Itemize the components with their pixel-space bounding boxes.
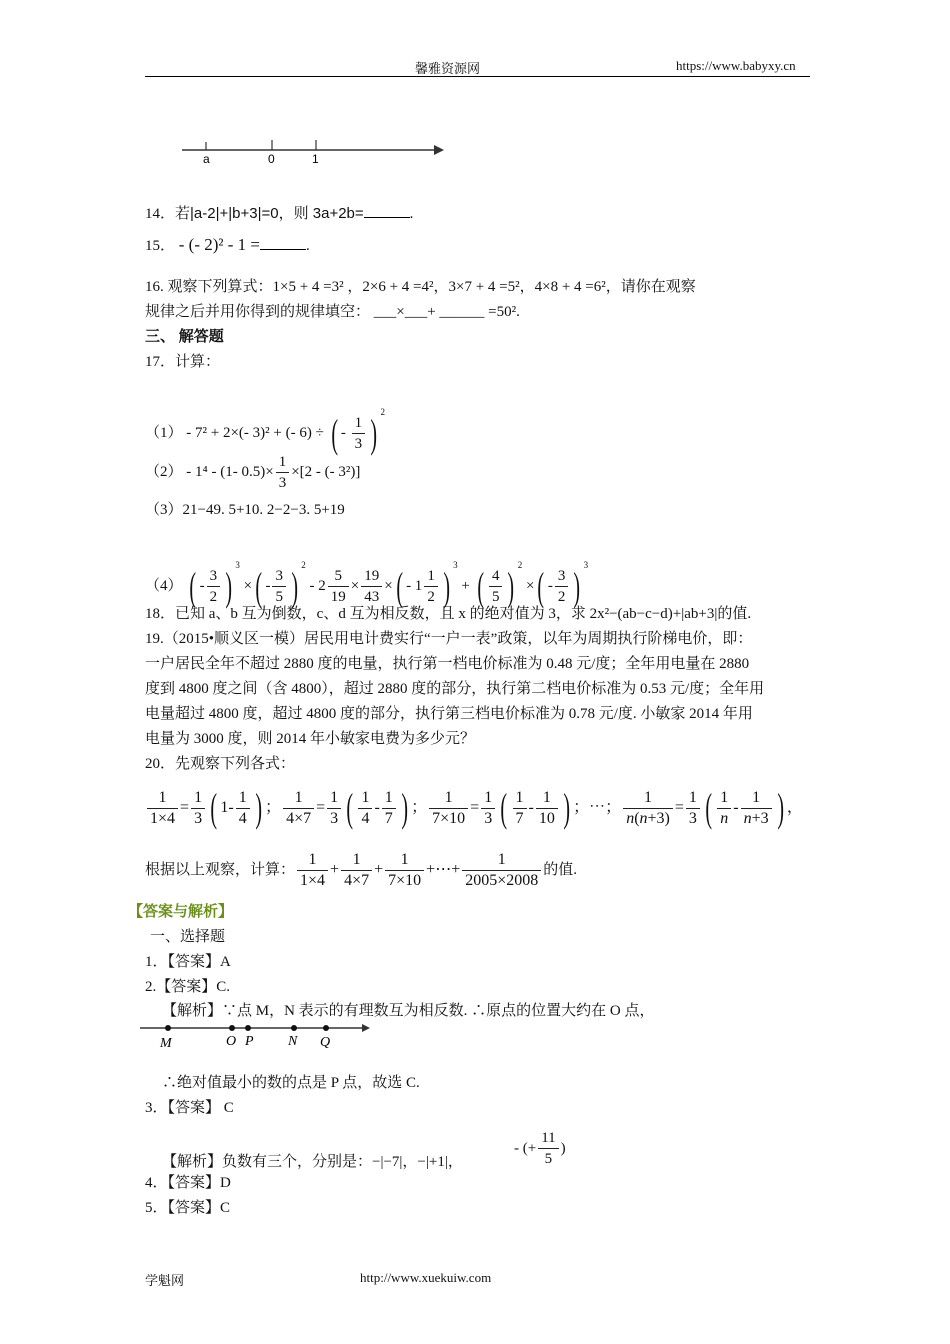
answer-5: 5．【答案】C	[145, 1200, 231, 1216]
question-20-calc: 根据以上观察，计算： $\frac{1}{1\times 4}$ + $\frac{1}{4\times 7}$ + $\frac{1}{7\times 10}$ +⋯+ $\frac{1}{2005\times 2008}$ 的值.	[145, 850, 578, 889]
question-19-line: 度到 4800 度之间（含 4800），超过 2880 度的部分，执行第二档电价标准为 0.53 元/度；全年用	[145, 681, 765, 697]
answer-4: 4．【答案】D	[145, 1175, 231, 1191]
number-line-figure	[178, 136, 448, 168]
section-heading-3: 三、 解答题	[145, 329, 224, 345]
header-site-name: 馨雅资源网	[415, 61, 481, 76]
point-label-M: M	[160, 1036, 172, 1051]
answers-section-1: 一、选择题	[150, 929, 226, 945]
question-14: 14．若|a-2|+|b+3|=0，则 3a+2b= .	[145, 205, 414, 222]
question-18: 18．已知 a、b 互为倒数，c、d 互为相反数，且 x 的绝对值为 3，求 2x²−(ab−c−d)+|ab+3|的值.	[145, 606, 752, 622]
question-19-line: 电量为 3000 度，则 2014 年小敏家电费为多少元？	[145, 731, 476, 747]
question-16-line2: 规律之后并用你得到的规律填空： ___×___+ ______ =50².	[145, 304, 520, 320]
answer-2-conclusion: ∴绝对值最小的数的点是 P 点，故选 C.	[162, 1075, 420, 1091]
answer-2-number-line	[140, 1022, 370, 1054]
answer-2: 2.【答案】C.	[145, 979, 231, 995]
question-16-line1: 16. 观察下列算式：1×5 + 4 =3² ，2×6 + 4 =4²，3×7 + 4 =5²，4×8 + 4 =6²，请你在观察	[145, 279, 696, 295]
answers-heading: 【答案与解析】	[128, 904, 234, 920]
footer-brand: 学魁网	[145, 1273, 185, 1288]
number-line-label-1: 1	[312, 152, 319, 166]
point-label-O: O	[226, 1034, 237, 1049]
question-17-part2: （2） - 1⁴ - (1- 0.5)× $\frac{1}{3}$ ×[2 - (- 3²)]	[145, 454, 361, 492]
answer-3-fraction: - (+ $\frac{11}{5}$ )	[514, 1130, 566, 1167]
header-rule	[145, 76, 810, 77]
answer-2-explanation: 【解析】∵点 M，N 表示的有理数互为相反数. ∴原点的位置大约在 O 点，	[162, 1003, 655, 1019]
question-17-title: 17．计算：	[145, 354, 221, 370]
question-17-part1: （1） - 7² + 2×(- 3)² + (- 6) ÷ ( - $\frac{1}{3}$ ) $^2$	[145, 407, 385, 456]
point-label-Q: Q	[320, 1035, 331, 1050]
question-17-part3: （3）21−49. 5+10. 2−2−3. 5+19	[145, 502, 345, 518]
answer-1: 1．【答案】A	[145, 954, 231, 970]
answer-3: 3．【答案】 C	[145, 1100, 234, 1116]
header-url[interactable]: https://www.babyxy.cn	[676, 58, 796, 73]
answer-3-explanation: 【解析】负数有三个，分别是：−|−7|，−|+1|，	[162, 1154, 463, 1170]
question-19-line: 一户居民全年不超过 2880 度的电量，执行第一档电价标准为 0.48 元/度；全年用电量在 2880	[145, 656, 750, 672]
point-label-P: P	[245, 1034, 254, 1049]
question-17-part4: （4） ( - $\frac{3}{2}$ ) $^3$ ×( - $\frac{3}{5}$ ) $^2$ - 2 $\frac{5}{19}$ × $\frac{19}{43}$ ×( - 1 $\frac{1}{2}$ ) $^3$ + ( $\frac{4}{5}$ ) $^2$ ×( - $\frac{3}{2}$ ) $^3$	[145, 560, 589, 609]
question-19-line: 电量超过 4800 度，超过 4800 度的部分，执行第三档电价标准为 0.78 元/度. 小敏家 2014 年用	[145, 706, 753, 722]
footer-url[interactable]: http://www.xuekuiw.com	[360, 1270, 492, 1285]
question-19-line: 19.（2015•顺义区一模）居民用电计费实行“一户一表”政策，以年为周期执行阶梯电价，即：	[145, 631, 753, 647]
point-label-N: N	[288, 1034, 298, 1049]
answer-blank	[260, 235, 306, 250]
question-15: 15． - (- 2)² - 1 = .	[145, 235, 310, 254]
answer-blank	[364, 203, 410, 218]
number-line-label-0: 0	[268, 152, 275, 166]
number-line-label-a: a	[203, 152, 210, 166]
question-20-title: 20．先观察下列各式：	[145, 756, 296, 772]
question-20-series: $\frac{1}{1\times 4}$ = $\frac{1}{3}$ ( 1- $\frac{1}{4}$ ) ； $\frac{1}{4\times 7}$ = $\frac{1}{3}$ ( $\frac{1}{4}$ - $\frac{1}{7}$ ) ； $\frac{1}{7\times 10}$ = $\frac{1}{3}$ ( $\frac{1}{7}$ - $\frac{1}{10}$ ) ；⋯； $\frac{1}{n(n+3)}$ = $\frac{1}{3}$ ( $\frac{1}{n}$ - $\frac{1}{n+3}$ ) ，	[145, 785, 803, 831]
